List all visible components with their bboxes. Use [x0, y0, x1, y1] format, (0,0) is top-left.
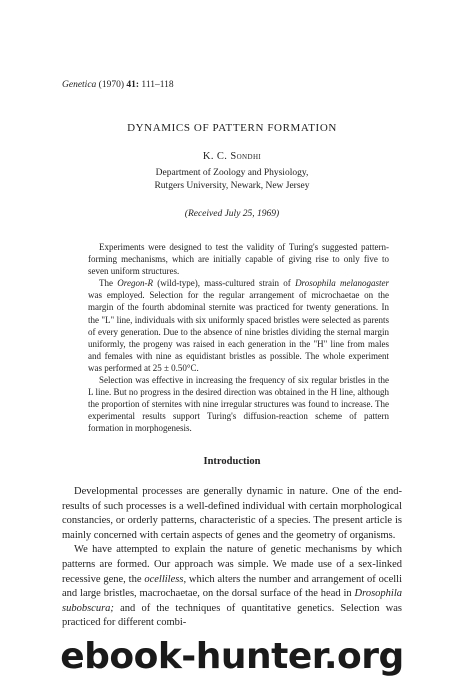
abstract-text: The: [99, 278, 118, 289]
abstract-paragraph-2: [88, 277, 389, 374]
journal-year: (1970): [98, 80, 124, 90]
section-heading: Introduction: [203, 456, 261, 467]
abstract-text: (wild-type), mass-cultured strain of: [152, 278, 296, 289]
species-name: Drosophila melanogaster: [295, 278, 390, 289]
body-text-run: We have attempted to explain the nature of genetic mechanisms by which patterns are formed. Our approach was simple. We made use of a sex-linked recessive gene, the: [62, 544, 402, 585]
species-name: Drosophila subobscura;: [62, 588, 402, 614]
affiliation-line-1: Department of Zoology and Physiology,: [155, 168, 309, 178]
affiliation: [0, 167, 464, 193]
abstract-text: was employed. Selection for the regular arrangement of microchaetae on the margin of the fourth abdominal sternite was practiced for twenty generations. In the "L" line, individuals with six uniformly spaced bristles were selected as parents of every generation. Due to the absence of nine bristles dividing the sternal margin uniformly, the progeny was raised in each generation in the "H" line from males and females with nine as equidistant bristles as possible. The whole experiment was performed at 25 ± 0.50°C.: [88, 290, 389, 373]
watermark-text: ebook-hunter.org: [60, 636, 404, 677]
abstract-paragraph-3: Selection was effective in increasing the frequency of six regular bristles in the L line. But no progress in the desired direction was obtained in the H line, although the proportion of sternites with nine irregular structures was found to increase. The experimental results support Turing's diffusion-reaction scheme of pattern formation in morphogenesis.: [88, 375, 389, 434]
body-paragraph-2: [62, 543, 402, 631]
body-paragraph-1: Developmental processes are generally dynamic in nature. One of the end-results of such processes is a well-defined individual with certain morphological constancies, or orderly patterns, characteristic of a species. The present article is mainly concerned with certain aspects of genes and the geometry of organisms.: [62, 486, 402, 541]
strain-name: Oregon-R: [117, 278, 153, 289]
body-text-run: , which alters the number and arrangement of ocelli and large bristles, macrochaetae, on the dorsal surface of the head in: [62, 573, 402, 600]
journal-volume: 41:: [126, 80, 140, 90]
gene-name: ocelliless: [144, 573, 184, 585]
journal-name: Genetica: [62, 80, 97, 90]
affiliation-line-2: Rutgers University, Newark, New Jersey: [154, 181, 310, 191]
received-date: (Received July 25, 1969): [184, 209, 280, 219]
author-name: K. C. Sondhi: [202, 151, 262, 162]
abstract-paragraph-1: Experiments were designed to test the validity of Turing's suggested pattern-forming mechanisms, which are initially capable of giving rise to only five to seven uniform structures.: [88, 242, 389, 277]
journal-pages: 111–118: [141, 80, 174, 90]
journal-citation: [62, 80, 174, 90]
abstract: [88, 241, 389, 435]
body-text: [62, 485, 402, 631]
paper-title: DYNAMICS OF PATTERN FORMATION: [127, 122, 337, 134]
body-text-run: and of the techniques of quantitative genetics. Selection was practiced for different combi-: [62, 602, 402, 629]
